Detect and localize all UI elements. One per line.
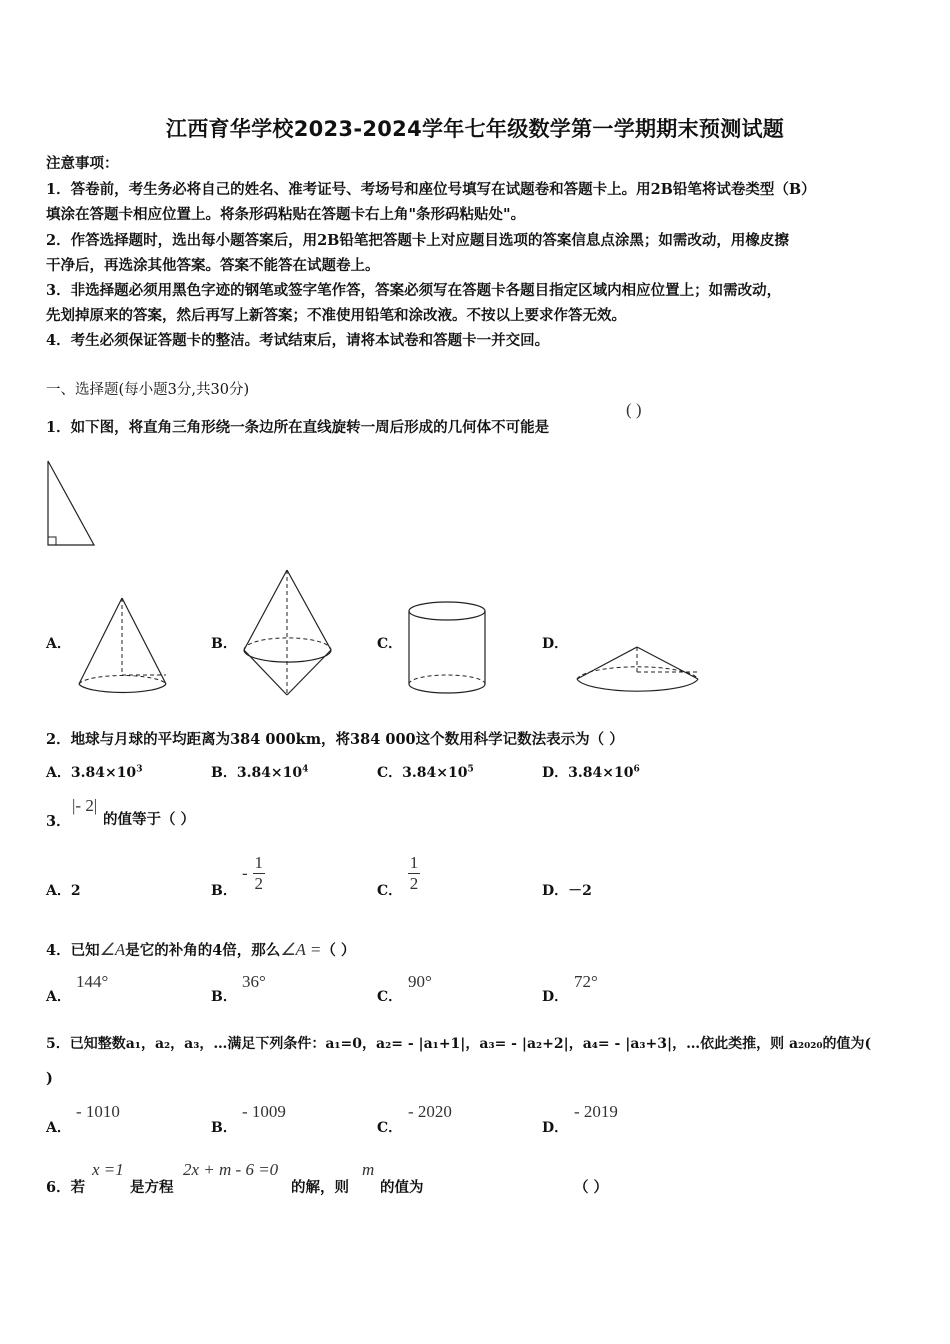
answer-paren: ( ) bbox=[626, 400, 642, 419]
section-heading: 一、选择题(每小题3分,共30分) bbox=[46, 382, 250, 398]
option-a: A．$3.84\times 10^3$ bbox=[46, 764, 143, 781]
question-3-text: 的值等于（ ） bbox=[103, 811, 196, 828]
option-d-value: 72° bbox=[574, 972, 598, 991]
question-6-mid2: 的解，则 bbox=[291, 1179, 349, 1196]
question-3-number: 3． bbox=[46, 813, 71, 830]
notice-line: 3．非选择题必须用黑色字迹的钢笔或签字笔作答，答案必须写在答题卡各题目指定区域内相应位置上；如需改动， bbox=[46, 282, 782, 299]
question-2-text: 2．地球与月球的平均距离为384 000km，将384 000这个数用科学记数法表示为（ ） bbox=[46, 731, 624, 748]
answer-paren: （ ） bbox=[574, 1179, 609, 1196]
question-5-text: 5．已知整数a₁，a₂，a₃，…满足下列条件：a₁=0，a₂= - |a₁+1|，a₃= - |a₂+2|，a₄= - |a₃+3|，…依此类推，则 a₂₀₂₀的值为( bbox=[46, 1036, 872, 1052]
option-b-value: 36° bbox=[242, 972, 266, 991]
option-a-label: A． bbox=[46, 636, 71, 652]
option-a-value: - 1010 bbox=[76, 1102, 120, 1121]
option-c-value: - 2020 bbox=[408, 1102, 452, 1121]
option-a-value: 144° bbox=[76, 972, 109, 991]
question-6-suffix: 的值为 bbox=[380, 1179, 424, 1196]
page-title: 江西育华学校2023-2024学年七年级数学第一学期期末预测试题 bbox=[165, 117, 785, 141]
option-d: D．$3.84\times 10^6$ bbox=[542, 764, 640, 781]
option-c: C．$3.84\times 10^5$ bbox=[377, 764, 474, 781]
abs-value-expression: |- 2| bbox=[72, 796, 98, 815]
notice-line: 先划掉原来的答案，然后再写上新答案；不准使用铅笔和涂改液。不按以上要求作答无效。 bbox=[46, 307, 626, 324]
option-b-label: B． bbox=[211, 989, 237, 1005]
option-d-label: D． bbox=[542, 636, 569, 652]
notice-line: 2．作答选择题时，选出每小题答案后，用2B铅笔把答题卡上对应题目选项的答案信息点涂黑；如需改动，用橡皮擦 bbox=[46, 232, 789, 249]
option-b-label: B． bbox=[211, 883, 237, 899]
option-d-label: D． bbox=[542, 1120, 569, 1136]
question-1-text: 1．如下图，将直角三角形绕一条边所在直线旋转一周后形成的几何体不可能是 bbox=[46, 419, 550, 436]
equation-main: 2x + m - 6 =0 bbox=[183, 1160, 279, 1179]
option-d-value: - 2019 bbox=[574, 1102, 618, 1121]
option-c-label: C． bbox=[377, 1120, 403, 1136]
option-b-label: B． bbox=[211, 1120, 237, 1136]
option-c-label: C． bbox=[377, 989, 403, 1005]
option-b-fraction: - $\frac{1}{2}$ bbox=[242, 853, 264, 893]
option-b-value: - 1009 bbox=[242, 1102, 286, 1121]
option-c-fraction: $\frac{1}{2}$ bbox=[409, 853, 419, 893]
option-d-label: D． bbox=[542, 989, 569, 1005]
notice-line: 填涂在答题卡相应位置上。将条形码粘贴在答题卡右上角"条形码粘贴处"。 bbox=[46, 206, 526, 223]
option-b-label: B． bbox=[211, 636, 237, 652]
option-a: A．2 bbox=[46, 883, 81, 899]
notice-heading: 注意事项： bbox=[46, 155, 119, 172]
option-c-label: C． bbox=[377, 883, 403, 899]
option-c-label: C． bbox=[377, 636, 403, 652]
question-6-mid: 是方程 bbox=[130, 1179, 174, 1196]
option-b: B．$3.84\times 10^4$ bbox=[211, 764, 309, 781]
option-a-label: A． bbox=[46, 1120, 71, 1136]
option-d: D．－2 bbox=[542, 883, 592, 899]
notice-line: 4．考生必须保证答题卡的整洁。考试结束后，请将本试卷和答题卡一并交回。 bbox=[46, 332, 550, 349]
question-4-text: 4．已知∠A是它的补角的4倍，那么∠A =（ ） bbox=[46, 940, 356, 959]
variable-m: m bbox=[362, 1160, 375, 1179]
equation-x: x =1 bbox=[92, 1160, 124, 1179]
notice-line: 1．答卷前，考生务必将自己的姓名、准考证号、考场号和座位号填写在试题卷和答题卡上。用2B铅笔将试卷类型（B） bbox=[46, 181, 816, 198]
question-5-text-end: ) bbox=[46, 1070, 53, 1087]
question-6-prefix: 6．若 bbox=[46, 1179, 86, 1196]
option-c-value: 90° bbox=[408, 972, 432, 991]
option-a-label: A． bbox=[46, 989, 71, 1005]
notice-line: 干净后，再选涂其他答案。答案不能答在试题卷上。 bbox=[46, 257, 380, 274]
